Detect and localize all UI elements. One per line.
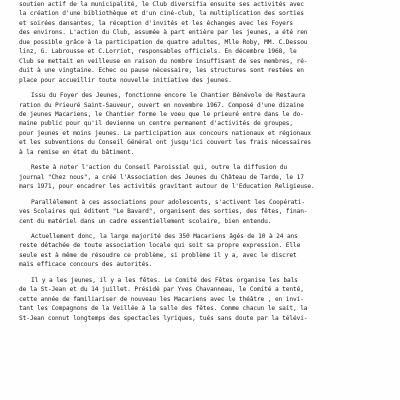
text-line: due possible grâce à la participation de quatre adultes, Mlle Roby, MM. C.Dessou (19, 38, 308, 46)
text-line: tant les Compagnons de la Veillée à la salle des fêtes. Comme chacun le sait, la (19, 305, 308, 313)
text-line: mars 1971, pour encadrer les activités gravitant autour de l'Education Religieuse. (19, 183, 315, 191)
text-line: ration du Prieuré Saint-Sauveur, ouvert en novembre 1967. Composé d'une dizaine (19, 101, 304, 109)
text-line: duit à une vingtaine. Echec ou pause nécessaire, les structures sont restées en (19, 67, 304, 75)
text-line: journal "Chez nous", a créé l'Association des Jeunes du Château de Tarde, le 17 (19, 173, 304, 181)
paragraph (19, 91, 395, 157)
paragraph (19, 198, 395, 226)
text-line: mais efficace concours des autorités. (19, 261, 153, 269)
text-line: St-Jean connut longtemps des spectacles lyriques, tués sans doute par la télévi- (19, 314, 308, 322)
text-line: pour jeunes et moins jeunes. La participation aux concours nationaux et régionaux (19, 129, 312, 137)
text-line: seule est à même de résoudre ce problème, si problème il y a, avec le discret (19, 251, 297, 259)
paragraph (19, 0, 395, 85)
text-line: ves Scolaires qui éditent "Le Bavard", organisent des sorties, des fêtes, finan- (19, 208, 308, 216)
text-line: soutien actif de la municipalité, le Club diversifia ensuite ses activités avec (19, 1, 304, 8)
text-line: Club se mettait en veilleuse en raison du nombre insuffisant de ses membres, ré- (19, 57, 308, 65)
text-line: maine public pour qu'il devienne un centre permanent d'activités de groupes, (19, 120, 293, 128)
text-line: Issu du Foyer des Jeunes, fonctionne encore le Chantier Bénévole de Restaura (31, 92, 305, 100)
text-line: de jeunes Macariens, le Chantier forme le voeu que le prieuré entre dans le do- (19, 110, 304, 118)
text-line: Il y a les jeunes, il y a les fêtes. Le Comité des Fêtes organise les bals (31, 276, 298, 284)
text-line: Actuellement donc, la large majorité des 350 Macariens âgés de 10 à 24 ans (31, 232, 298, 240)
text-line: à la remise en état du bâtiment. (19, 148, 135, 156)
text-line: et les subventions du Conseil Général ont jusqu'ici couvert les frais nécessaires (19, 139, 312, 147)
text-line: place pour accueillir toute nouvelle initiative des jeunes. (19, 76, 232, 84)
text-line: de la St-Jean et du 14 juillet. Présidé par Yves Chavanneau, le Comité a tenté, (19, 286, 304, 294)
text-line: Parallèlement à ces associations pour adolescents, s'activent les Coopérati- (31, 198, 305, 206)
paragraph (19, 163, 395, 191)
text-line: la création d'une bibliothèque et d'un ciné-club, la multiplication des sorties (19, 10, 304, 18)
paragraph (19, 276, 395, 323)
paragraph (19, 232, 395, 270)
text-line: reste détachée de toute association locale qui soit sa propre expression. Elle (19, 242, 301, 250)
document-body (19, 0, 395, 323)
text-line: Reste à noter l'action du Conseil Paroissial qui, outre la diffusion du (31, 164, 287, 172)
text-line: cent du matériel dans un cadre essentiellement scolaire, bien entendu. (19, 217, 272, 225)
text-line: linz, G. Labrousse et C.Lorriot, responsables officiels. En décembre 1968, le (19, 48, 297, 56)
text-line: et soirées dansantes, la réception d'invités et les échanges avec les Foyers (19, 19, 293, 27)
text-line: cette année de familiariser de nouveau les Macariens avec le théâtre , en invi- (19, 295, 304, 303)
text-line: des environs. L'action du Club, assumée à part entière par les jeunes, a été ren (19, 29, 308, 37)
